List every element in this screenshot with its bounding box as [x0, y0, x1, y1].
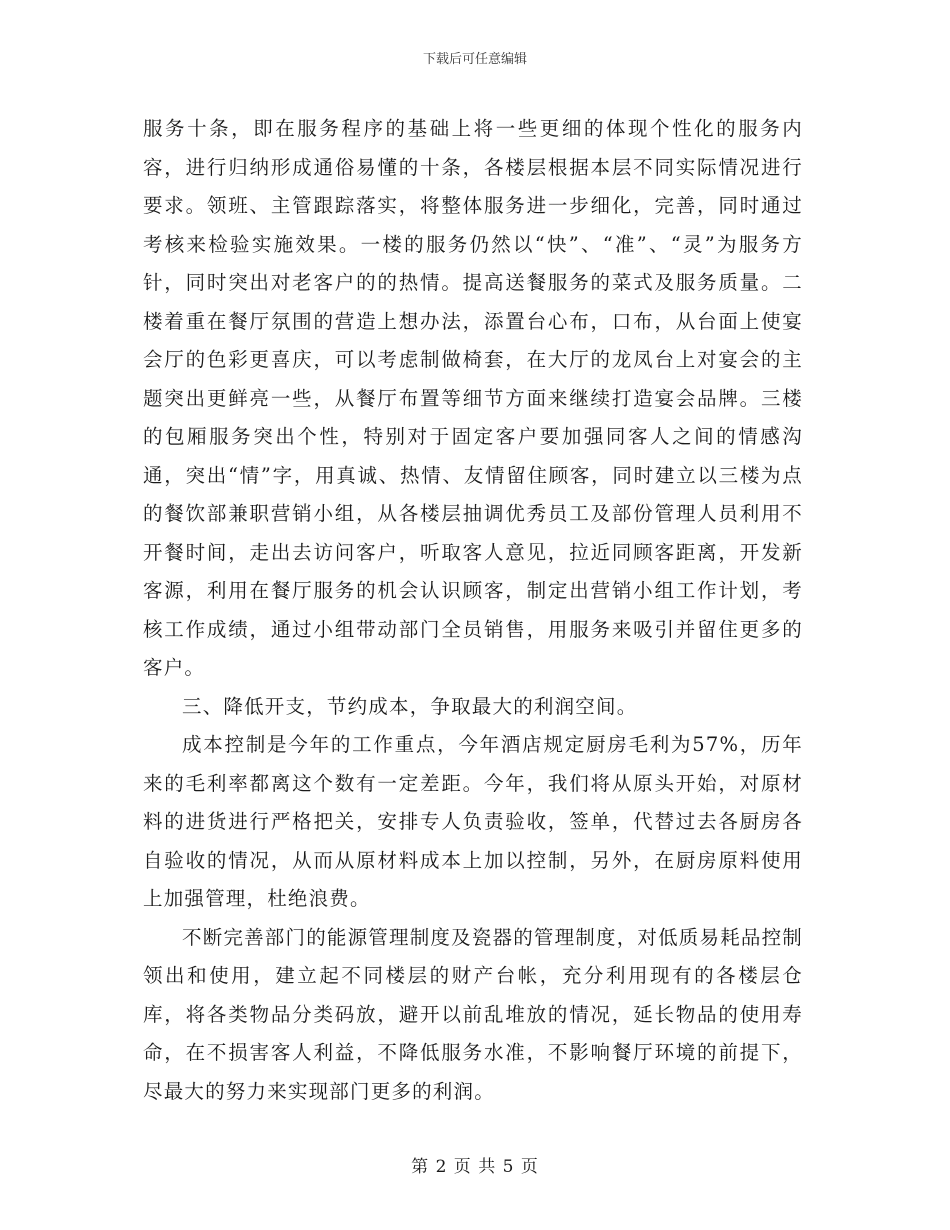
paragraph-management-systems: 不断完善部门的能源管理制度及瓷器的管理制度，对低质易耗品控制领出和使用，建立起不同楼层的财产台帐，充分利用现有的各楼层仓库，将各类物品分类码放，避开以前乱堆放的情况，延长物品的使用寿命，在不损害客人利益，不降低服务水准，不影响餐厅环境的前提下，尽最大的努力来实现部门更多的利润。	[143, 925, 804, 1103]
section-heading-cost-reduction: 三、降低开支，节约成本，争取最大的利润空间。	[182, 694, 638, 718]
paragraph-cost-control: 成本控制是今年的工作重点，今年酒店规定厨房毛利为57%，历年来的毛利率都离这个数有一定差距。今年，我们将从原头开始，对原材料的进货进行严格把关，安排专人负责验收，签单，代替过去各厨房各自验收的情况，从而从原材料成本上加以控制，另外，在厨房原料使用上加强管理，杜绝浪费。	[143, 733, 803, 910]
page-number-footer: 第 2 页 共 5 页	[411, 1157, 539, 1177]
page-header: 下载后可任意编辑	[422, 52, 527, 67]
paragraph-service-details: 服务十条，即在服务程序的基础上将一些更细的体现个性化的服务内容，进行归纳形成通俗易懂的十条，各楼层根据本层不同实际情况进行要求。领班、主管跟踪落实，将整体服务进一步细化，完善，同时通过考核来检验实施效果。一楼的服务仍然以“快”、“准”、“灵”为服务方针，同时突出对老客户的的热情。提高送餐服务的菜式及服务质量。二楼着重在餐厅氛围的营造上想办法，添置台心布，口布，从台面上使宴会厅的色彩更喜庆，可以考虑制做椅套，在大厅的龙凤台上对宴会的主题突出更鲜亮一些，从餐厅布置等细节方面来继续打造宴会品牌。三楼的包厢服务突出个性，特别对于固定客户要加强同客人之间的情感沟通，突出“情”字，用真诚、热情、友情留住顾客，同时建立以三楼为点的餐饮部兼职营销小组，从各楼层抽调优秀员工及部份管理人员利用不开餐时间，走出去访问客户，听取客人意见，拉近同顾客距离，开发新客源，利用在餐厅服务的机会认识顾客，制定出营销小组工作计划，考核工作成绩，通过小组带动部门全员销售，用服务来吸引并留住更多的客户。	[143, 117, 803, 679]
document-body	[143, 110, 803, 1111]
